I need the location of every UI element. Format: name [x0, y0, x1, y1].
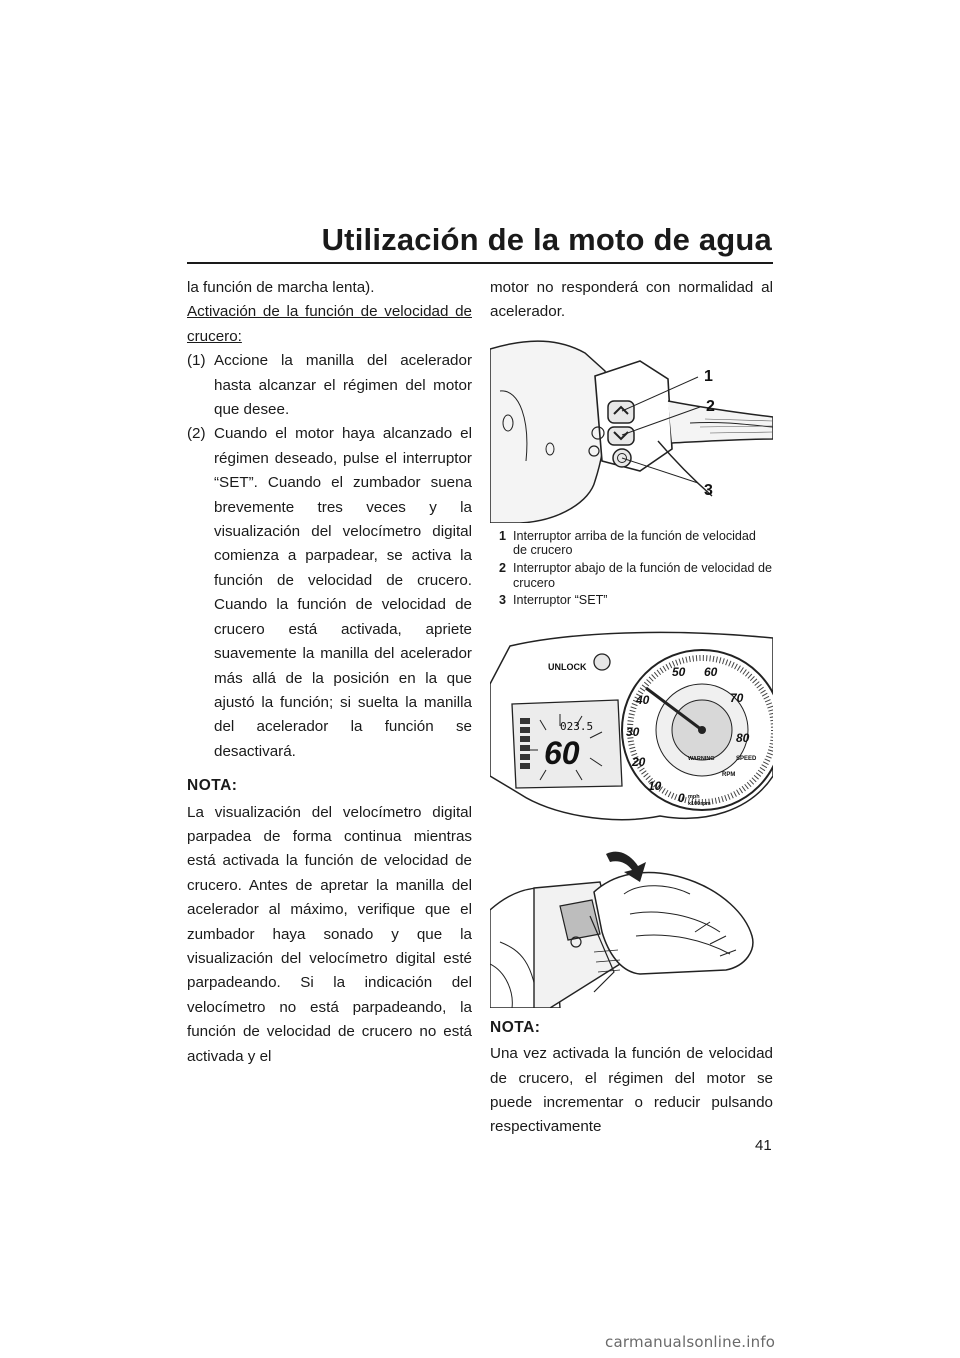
caption-item	[499, 529, 773, 558]
scale-label: 40	[636, 692, 650, 707]
odometer-readout: 023.5	[560, 719, 594, 733]
scale-label: 10	[648, 778, 662, 793]
rpm-label: RPM	[722, 771, 736, 778]
callout-number: 2	[706, 397, 715, 415]
step-number: (1)	[187, 352, 206, 370]
steps-list	[187, 349, 472, 764]
warning-label: WARNING	[688, 755, 715, 762]
scale-label: 60	[704, 664, 718, 679]
scale-label: 30	[626, 724, 640, 739]
unit-mph: mph	[688, 793, 700, 800]
caption-item	[499, 561, 773, 590]
handlebar-switch-figure	[490, 331, 773, 523]
caption-text: Interruptor arriba de la función de velocidad de crucero	[513, 528, 756, 558]
step-number: (2)	[187, 425, 206, 443]
caption-text: Interruptor abajo de la función de velocidad de crucero	[513, 561, 773, 590]
step-text: Accione la manilla del acelerador hasta alcanzar el régimen del motor que desee.	[214, 352, 472, 419]
left-column	[187, 276, 472, 1069]
page-number: 41	[755, 1137, 772, 1154]
scale-label: 0	[678, 790, 685, 805]
list-item	[187, 349, 472, 422]
step-text: Cuando el motor haya alcanzado el régimen deseado, pulse el interruptor “SET”. Cuando el zumbador suena brevemente tres veces y la visualización del velocímetro digital comienza a parpadear, se activa la función de velocidad de crucero. Cuando la función de velocidad de crucero está activada, apriete suavemente la manilla del acelerador más allá de la posición en la que ajustó la función; si suelta la manilla del acelerador la función se desactivará.	[214, 425, 472, 760]
digital-speed: 60	[544, 734, 580, 771]
scale-label: 50	[672, 664, 686, 679]
watermark[interactable]: carmanualsonline.info	[605, 1333, 776, 1351]
unlock-label: UNLOCK	[548, 661, 587, 672]
speedometer-figure	[490, 626, 773, 826]
caption-number: 3	[499, 593, 507, 608]
scale-label: 80	[736, 730, 750, 745]
intro-text: la función de marcha lenta).	[187, 279, 375, 296]
nota-text: La visualización del velocímetro digital parpadea de forma continua mientras está activada la función de velocidad de crucero. Antes de apretar la manilla del acelerador al máximo, verifique que el zumbador haya sonado y que la visualización del velocímetro digital esté parpadeando. Si la indicación del velocímetro no está parpadeando, la función de velocidad de crucero no está activada y el	[187, 803, 472, 1065]
nota-text: Una vez activada la función de velocidad de crucero, el régimen del motor se puede incrementar o reducir pulsando respectivamente	[490, 1045, 773, 1136]
caption-item	[499, 593, 773, 608]
page-title: Utilización de la moto de agua	[321, 222, 772, 257]
subheading: Activación de la función de velocidad de crucero:	[187, 303, 472, 345]
unit-rpm: x100rpm	[688, 800, 711, 807]
scale-label: 70	[730, 690, 744, 705]
caption-text: Interruptor “SET”	[513, 593, 608, 608]
callout-number: 3	[704, 481, 713, 499]
figure-captions	[499, 529, 773, 608]
caption-number: 1	[499, 528, 507, 543]
header-rule	[187, 262, 773, 264]
nota-heading: NOTA:	[490, 1018, 541, 1036]
list-item	[187, 422, 472, 764]
continued-text: motor no responderá con normalidad al acelerador.	[490, 279, 773, 321]
scale-label: 20	[632, 754, 646, 769]
speed-label: SPEED	[736, 755, 757, 762]
callout-number: 1	[704, 367, 713, 385]
nota-heading: NOTA:	[187, 777, 238, 795]
right-column	[490, 276, 773, 1140]
caption-number: 2	[499, 561, 507, 575]
throttle-hand-figure	[490, 832, 773, 1008]
